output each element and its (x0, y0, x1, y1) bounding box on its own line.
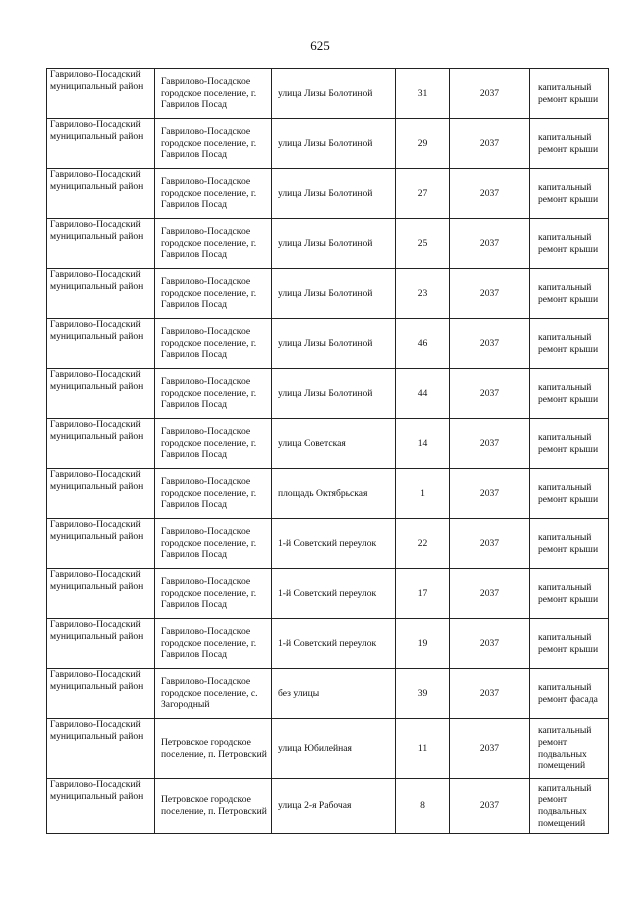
settlement-cell: Гаврилово-Посадское городское поселение, г. Гаврилов Посад (155, 369, 272, 419)
work-type-cell: капитальный ремонт крыши (530, 469, 609, 519)
house-number-cell: 1 (396, 469, 450, 519)
house-number-cell: 27 (396, 169, 450, 219)
table-row (47, 169, 609, 219)
settlement-cell: Гаврилово-Посадское городское поселение, г. Гаврилов Посад (155, 519, 272, 569)
settlement-cell: Гаврилово-Посадское городское поселение, г. Гаврилов Посад (155, 219, 272, 269)
street-cell: улица Лизы Болотиной (272, 219, 396, 269)
registry-table (46, 68, 609, 834)
registry-table-body (47, 69, 609, 834)
district-cell: Гаврилово-Посадский муниципальный район (47, 519, 155, 569)
street-cell: улица Лизы Болотиной (272, 269, 396, 319)
house-number-cell: 17 (396, 569, 450, 619)
settlement-cell: Гаврилово-Посадское городское поселение, г. Гаврилов Посад (155, 569, 272, 619)
table-row (47, 269, 609, 319)
house-number-cell: 46 (396, 319, 450, 369)
house-number-cell: 22 (396, 519, 450, 569)
year-cell: 2037 (450, 119, 530, 169)
district-cell: Гаврилово-Посадский муниципальный район (47, 719, 155, 779)
house-number-cell: 19 (396, 619, 450, 669)
work-type-cell: капитальный ремонт крыши (530, 519, 609, 569)
work-type-cell: капитальный ремонт крыши (530, 219, 609, 269)
table-row (47, 619, 609, 669)
district-cell: Гаврилово-Посадский муниципальный район (47, 269, 155, 319)
settlement-cell: Гаврилово-Посадское городское поселение, г. Гаврилов Посад (155, 269, 272, 319)
work-type-cell: капитальный ремонт крыши (530, 69, 609, 119)
work-type-cell: капитальный ремонт крыши (530, 369, 609, 419)
table-row (47, 519, 609, 569)
settlement-cell: Гаврилово-Посадское городское поселение, г. Гаврилов Посад (155, 419, 272, 469)
year-cell: 2037 (450, 369, 530, 419)
street-cell: улица 2-я Рабочая (272, 779, 396, 834)
street-cell: улица Лизы Болотиной (272, 319, 396, 369)
work-type-cell: капитальный ремонт подвальных помещений (530, 719, 609, 779)
year-cell: 2037 (450, 669, 530, 719)
street-cell: 1-й Советский переулок (272, 619, 396, 669)
year-cell: 2037 (450, 569, 530, 619)
work-type-cell: капитальный ремонт крыши (530, 419, 609, 469)
district-cell: Гаврилово-Посадский муниципальный район (47, 669, 155, 719)
table-row (47, 469, 609, 519)
street-cell: улица Лизы Болотиной (272, 119, 396, 169)
settlement-cell: Гаврилово-Посадское городское поселение, г. Гаврилов Посад (155, 69, 272, 119)
year-cell: 2037 (450, 719, 530, 779)
work-type-cell: капитальный ремонт крыши (530, 569, 609, 619)
year-cell: 2037 (450, 69, 530, 119)
work-type-cell: капитальный ремонт крыши (530, 319, 609, 369)
table-row (47, 419, 609, 469)
table-row (47, 219, 609, 269)
settlement-cell: Гаврилово-Посадское городское поселение, г. Гаврилов Посад (155, 469, 272, 519)
street-cell: улица Лизы Болотиной (272, 169, 396, 219)
settlement-cell: Гаврилово-Посадское городское поселение, г. Гаврилов Посад (155, 319, 272, 369)
street-cell: без улицы (272, 669, 396, 719)
district-cell: Гаврилово-Посадский муниципальный район (47, 419, 155, 469)
settlement-cell: Петровское городское поселение, п. Петровский (155, 779, 272, 834)
district-cell: Гаврилово-Посадский муниципальный район (47, 369, 155, 419)
house-number-cell: 8 (396, 779, 450, 834)
settlement-cell: Петровское городское поселение, п. Петровский (155, 719, 272, 779)
district-cell: Гаврилово-Посадский муниципальный район (47, 69, 155, 119)
year-cell: 2037 (450, 519, 530, 569)
district-cell: Гаврилово-Посадский муниципальный район (47, 219, 155, 269)
table-row (47, 719, 609, 779)
year-cell: 2037 (450, 169, 530, 219)
house-number-cell: 25 (396, 219, 450, 269)
house-number-cell: 39 (396, 669, 450, 719)
house-number-cell: 11 (396, 719, 450, 779)
settlement-cell: Гаврилово-Посадское городское поселение, г. Гаврилов Посад (155, 169, 272, 219)
table-row (47, 119, 609, 169)
settlement-cell: Гаврилово-Посадское городское поселение, г. Гаврилов Посад (155, 619, 272, 669)
work-type-cell: капитальный ремонт крыши (530, 169, 609, 219)
house-number-cell: 23 (396, 269, 450, 319)
table-row (47, 369, 609, 419)
district-cell: Гаврилово-Посадский муниципальный район (47, 169, 155, 219)
table-row (47, 69, 609, 119)
work-type-cell: капитальный ремонт подвальных помещений (530, 779, 609, 834)
district-cell: Гаврилово-Посадский муниципальный район (47, 619, 155, 669)
year-cell: 2037 (450, 779, 530, 834)
district-cell: Гаврилово-Посадский муниципальный район (47, 319, 155, 369)
table-row (47, 779, 609, 834)
settlement-cell: Гаврилово-Посадское городское поселение, с. Загородный (155, 669, 272, 719)
house-number-cell: 31 (396, 69, 450, 119)
settlement-cell: Гаврилово-Посадское городское поселение, г. Гаврилов Посад (155, 119, 272, 169)
district-cell: Гаврилово-Посадский муниципальный район (47, 469, 155, 519)
work-type-cell: капитальный ремонт крыши (530, 119, 609, 169)
work-type-cell: капитальный ремонт фасада (530, 669, 609, 719)
year-cell: 2037 (450, 219, 530, 269)
street-cell: улица Юбилейная (272, 719, 396, 779)
year-cell: 2037 (450, 469, 530, 519)
street-cell: улица Лизы Болотиной (272, 369, 396, 419)
district-cell: Гаврилово-Посадский муниципальный район (47, 119, 155, 169)
table-row (47, 669, 609, 719)
page-number: 625 (310, 38, 330, 53)
street-cell: площадь Октябрьская (272, 469, 396, 519)
street-cell: улица Лизы Болотиной (272, 69, 396, 119)
house-number-cell: 44 (396, 369, 450, 419)
year-cell: 2037 (450, 419, 530, 469)
year-cell: 2037 (450, 269, 530, 319)
street-cell: улица Советская (272, 419, 396, 469)
street-cell: 1-й Советский переулок (272, 569, 396, 619)
district-cell: Гаврилово-Посадский муниципальный район (47, 569, 155, 619)
year-cell: 2037 (450, 319, 530, 369)
work-type-cell: капитальный ремонт крыши (530, 619, 609, 669)
house-number-cell: 14 (396, 419, 450, 469)
table-row (47, 319, 609, 369)
table-row (47, 569, 609, 619)
work-type-cell: капитальный ремонт крыши (530, 269, 609, 319)
house-number-cell: 29 (396, 119, 450, 169)
year-cell: 2037 (450, 619, 530, 669)
district-cell: Гаврилово-Посадский муниципальный район (47, 779, 155, 834)
street-cell: 1-й Советский переулок (272, 519, 396, 569)
